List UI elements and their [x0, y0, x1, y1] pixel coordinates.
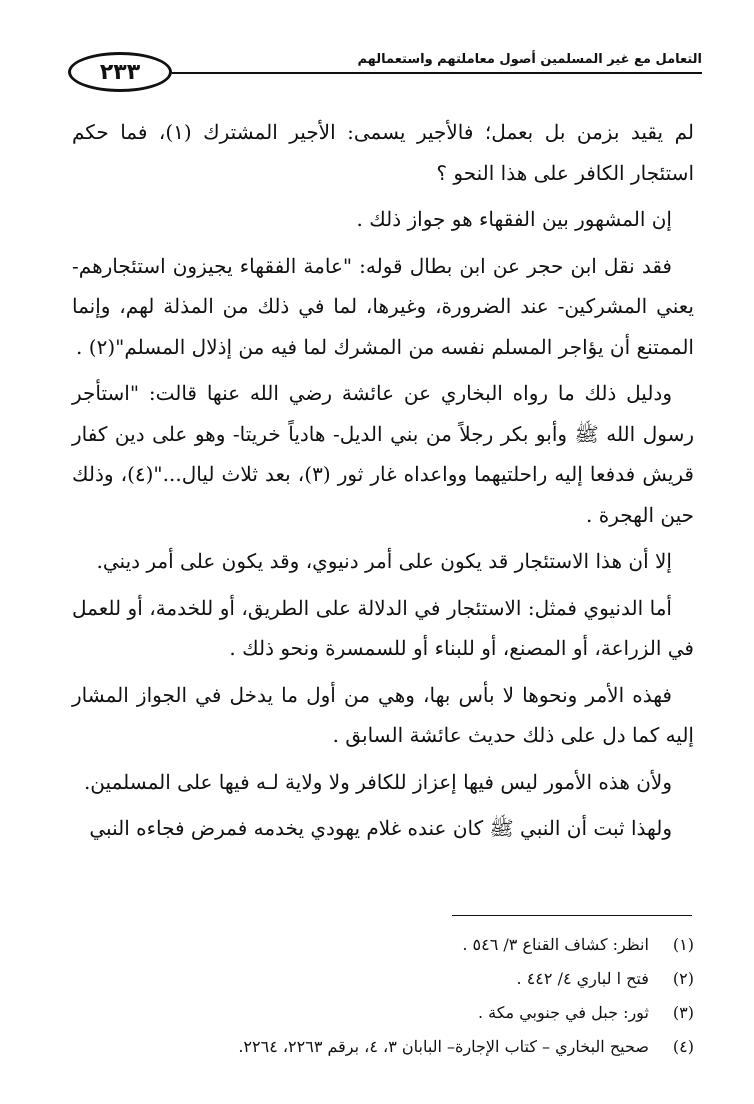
footnote	[80, 1030, 694, 1064]
body-text	[72, 112, 694, 855]
footnote-text: صحيح البخاري – كتاب الإجارة– البابان ٣، ٤، برقم ٢٢٦٣، ٢٢٦٤.	[238, 1037, 649, 1056]
footnote-number: (٢)	[672, 969, 694, 988]
footnotes	[80, 928, 694, 1064]
footnote-text: ثور: جبل في جنوبي مكة .	[477, 1003, 649, 1022]
page-header	[52, 44, 702, 100]
footnote	[80, 962, 694, 996]
footnote	[80, 928, 694, 962]
paragraph: إن المشهور بين الفقهاء هو جواز ذلك .	[356, 207, 672, 231]
footnote-text: انظر: كشاف القناع ٣/ ٥٤٦ .	[462, 935, 649, 954]
paragraph: لم يقيد بزمن بل بعمل؛ فالأجير يسمى: الأجير المشترك (١)، فما حكم استئجار الكافر على هذا النحو ؟	[72, 120, 694, 185]
paragraph: فهذه الأمر ونحوها لا بأس بها، وهي من أول ما يدخل في الجواز المشار إليه كما دل على ذلك حديث عائشة السابق .	[72, 682, 694, 747]
paragraph: ولهذا ثبت أن النبي ﷺ كان عنده غلام يهودي يخدمه فمرض فجاءه النبي	[89, 816, 672, 840]
footnote-number: (٣)	[672, 1003, 694, 1022]
paragraph: ولأن هذه الأمور ليس فيها إعزاز للكافر ولا ولاية لـه فيها على المسلمين.	[83, 769, 672, 794]
page-number: ٢٣٣	[68, 52, 172, 92]
running-title: التعامل مع غير المسلمين أصول معاملتهم واستعمالهم	[357, 52, 702, 67]
footnote-number: (٤)	[672, 1037, 694, 1056]
header-rule	[172, 72, 702, 74]
paragraph: ودليل ذلك ما رواه البخاري عن عائشة رضي الله عنها قالت: "استأجر رسول الله ﷺ وأبو بكر رجلاً من بني الديل- هادياً خريتا- وهو على دين كفار قريش فدفعا إليه راحلتيهما وواعداه غار ثور (٣)، بعد ثلاث ليال..."(٤)، وذلك حين الهجرة .	[72, 381, 694, 527]
footnote-text: فتح ا لباري ٤/ ٤٤٢ .	[516, 969, 649, 988]
footnote-rule	[452, 915, 692, 916]
paragraph: فقد نقل ابن حجر عن ابن بطال قوله: "عامة الفقهاء يجيزون استئجارهم- يعني المشركين- عند الضرورة، وغيرها، لما في ذلك من المذلة لهم، وإنما الممتنع أن يؤاجر المسلم نفسه من المشرك لما فيه من إذلال المسلم"(٢) .	[72, 253, 694, 359]
paragraph: إلا أن هذا الاستئجار قد يكون على أمر دنيوي، وقد يكون على أمر ديني.	[96, 549, 672, 573]
footnote	[80, 996, 694, 1030]
paragraph: أما الدنيوي فمثل: الاستئجار في الدلالة على الطريق، أو للخدمة، أو للعمل في الزراعة، أو المصنع، أو للبناء أو للسمسرة ونحو ذلك .	[72, 595, 694, 660]
footnote-number: (١)	[672, 935, 694, 954]
